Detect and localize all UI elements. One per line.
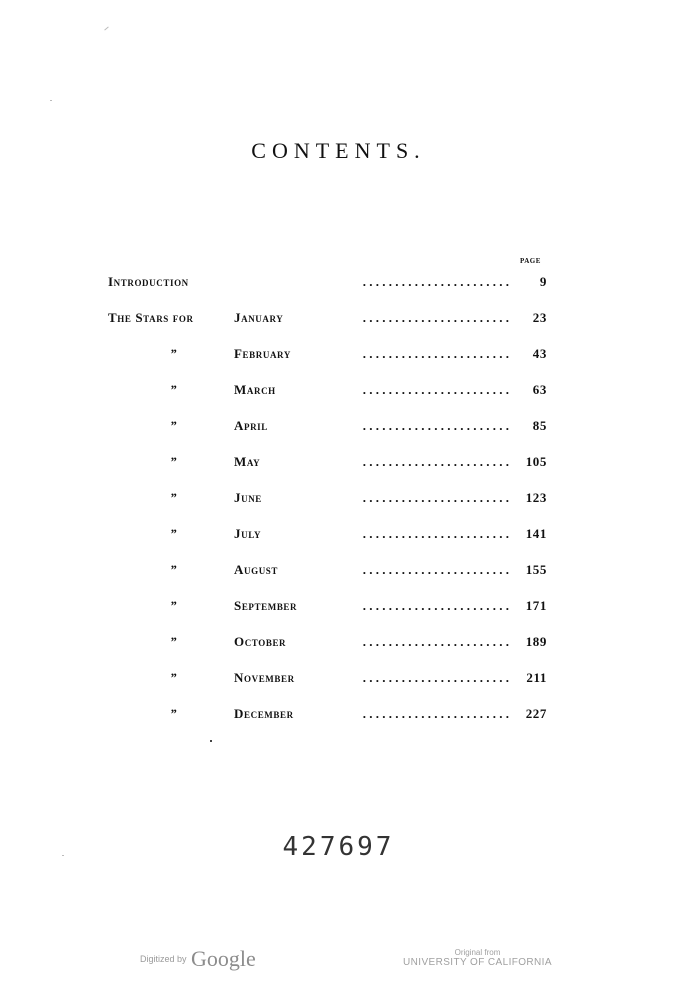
toc-row bbox=[0, 377, 677, 413]
toc-row bbox=[0, 593, 677, 629]
dot-leader: . . . . . . . . . . . . . . . . . . . . . . . bbox=[362, 562, 509, 577]
toc-row bbox=[0, 413, 677, 449]
toc-entry-label: July bbox=[234, 526, 262, 541]
dot-leader: . . . . . . . . . . . . . . . . . . . . . . . bbox=[362, 454, 509, 469]
table-of-contents bbox=[0, 269, 677, 737]
toc-page-number: 141 bbox=[525, 526, 547, 541]
toc-entry-label: April bbox=[234, 418, 268, 433]
ditto-mark: ” bbox=[170, 418, 178, 433]
ditto-mark: ” bbox=[170, 526, 178, 541]
google-logo: Google bbox=[190, 946, 256, 971]
dot-leader: . . . . . . . . . . . . . . . . . . . . . . . bbox=[362, 274, 509, 289]
ditto-mark: ” bbox=[170, 706, 178, 721]
toc-page-number: 189 bbox=[525, 634, 547, 649]
dot-leader: . . . . . . . . . . . . . . . . . . . . . . . bbox=[362, 382, 509, 397]
original-from-label: Original from bbox=[454, 948, 501, 957]
toc-row bbox=[0, 665, 677, 701]
toc-page-number: 211 bbox=[526, 670, 547, 685]
toc-entry-label: December bbox=[234, 706, 294, 721]
toc-row bbox=[0, 485, 677, 521]
scan-speck bbox=[104, 27, 108, 31]
scan-speck bbox=[62, 855, 64, 856]
toc-page-number: 23 bbox=[532, 310, 547, 325]
dot-leader: . . . . . . . . . . . . . . . . . . . . . . . bbox=[362, 526, 509, 541]
dot-leader: . . . . . . . . . . . . . . . . . . . . . . . bbox=[362, 310, 509, 325]
institution-name: UNIVERSITY OF CALIFORNIA bbox=[403, 957, 552, 968]
toc-row bbox=[0, 305, 677, 341]
toc-row bbox=[0, 557, 677, 593]
dot-leader: . . . . . . . . . . . . . . . . . . . . . . . bbox=[362, 418, 509, 433]
toc-row bbox=[0, 701, 677, 737]
ditto-mark: ” bbox=[170, 382, 178, 397]
toc-page-number: 105 bbox=[525, 454, 547, 469]
original-source-watermark bbox=[390, 948, 565, 968]
toc-entry-label: January bbox=[234, 310, 284, 325]
ditto-mark: ” bbox=[170, 634, 178, 649]
toc-entry-label: August bbox=[234, 562, 278, 577]
dot-leader: . . . . . . . . . . . . . . . . . . . . . . . bbox=[362, 706, 509, 721]
toc-entry-label: May bbox=[234, 454, 261, 469]
page-title: CONTENTS. bbox=[251, 138, 426, 163]
toc-page-number: 43 bbox=[532, 346, 547, 361]
dot-leader: . . . . . . . . . . . . . . . . . . . . . . . bbox=[362, 346, 509, 361]
scan-speck bbox=[210, 740, 212, 742]
toc-row bbox=[0, 521, 677, 557]
toc-page-number: 63 bbox=[532, 382, 547, 397]
toc-page-number: 85 bbox=[532, 418, 547, 433]
library-catalog-number: 427697 bbox=[282, 832, 395, 862]
dot-leader: . . . . . . . . . . . . . . . . . . . . . . . bbox=[362, 670, 509, 685]
ditto-mark: ” bbox=[170, 454, 178, 469]
toc-page-number: 123 bbox=[525, 490, 547, 505]
toc-entry-label: October bbox=[234, 634, 287, 649]
toc-entry-label: November bbox=[234, 670, 295, 685]
dot-leader: . . . . . . . . . . . . . . . . . . . . . . . bbox=[362, 634, 509, 649]
ditto-mark: ” bbox=[170, 670, 178, 685]
toc-entry-label: Introduction bbox=[108, 274, 189, 289]
toc-entry-label: March bbox=[234, 382, 276, 397]
ditto-mark: ” bbox=[170, 562, 178, 577]
toc-page-number: 227 bbox=[525, 706, 547, 721]
ditto-mark: ” bbox=[170, 490, 178, 505]
toc-entry-label: February bbox=[234, 346, 291, 361]
toc-row bbox=[0, 269, 677, 305]
digitized-by-label: Digitized by bbox=[140, 954, 187, 964]
toc-entry-prefix: The Stars for bbox=[108, 310, 194, 325]
toc-entry-label: September bbox=[234, 598, 298, 613]
page-column-heading: PAGE bbox=[520, 257, 541, 265]
toc-row bbox=[0, 341, 677, 377]
toc-row bbox=[0, 629, 677, 665]
digitized-by-watermark bbox=[140, 946, 256, 972]
dot-leader: . . . . . . . . . . . . . . . . . . . . . . . bbox=[362, 598, 509, 613]
dot-leader: . . . . . . . . . . . . . . . . . . . . . . . bbox=[362, 490, 509, 505]
toc-page-number: 9 bbox=[539, 274, 547, 289]
toc-page-number: 171 bbox=[525, 598, 547, 613]
toc-page-number: 155 bbox=[525, 562, 547, 577]
ditto-mark: ” bbox=[170, 598, 178, 613]
ditto-mark: ” bbox=[170, 346, 178, 361]
toc-row bbox=[0, 449, 677, 485]
scan-speck bbox=[50, 100, 52, 101]
toc-entry-label: June bbox=[234, 490, 262, 505]
